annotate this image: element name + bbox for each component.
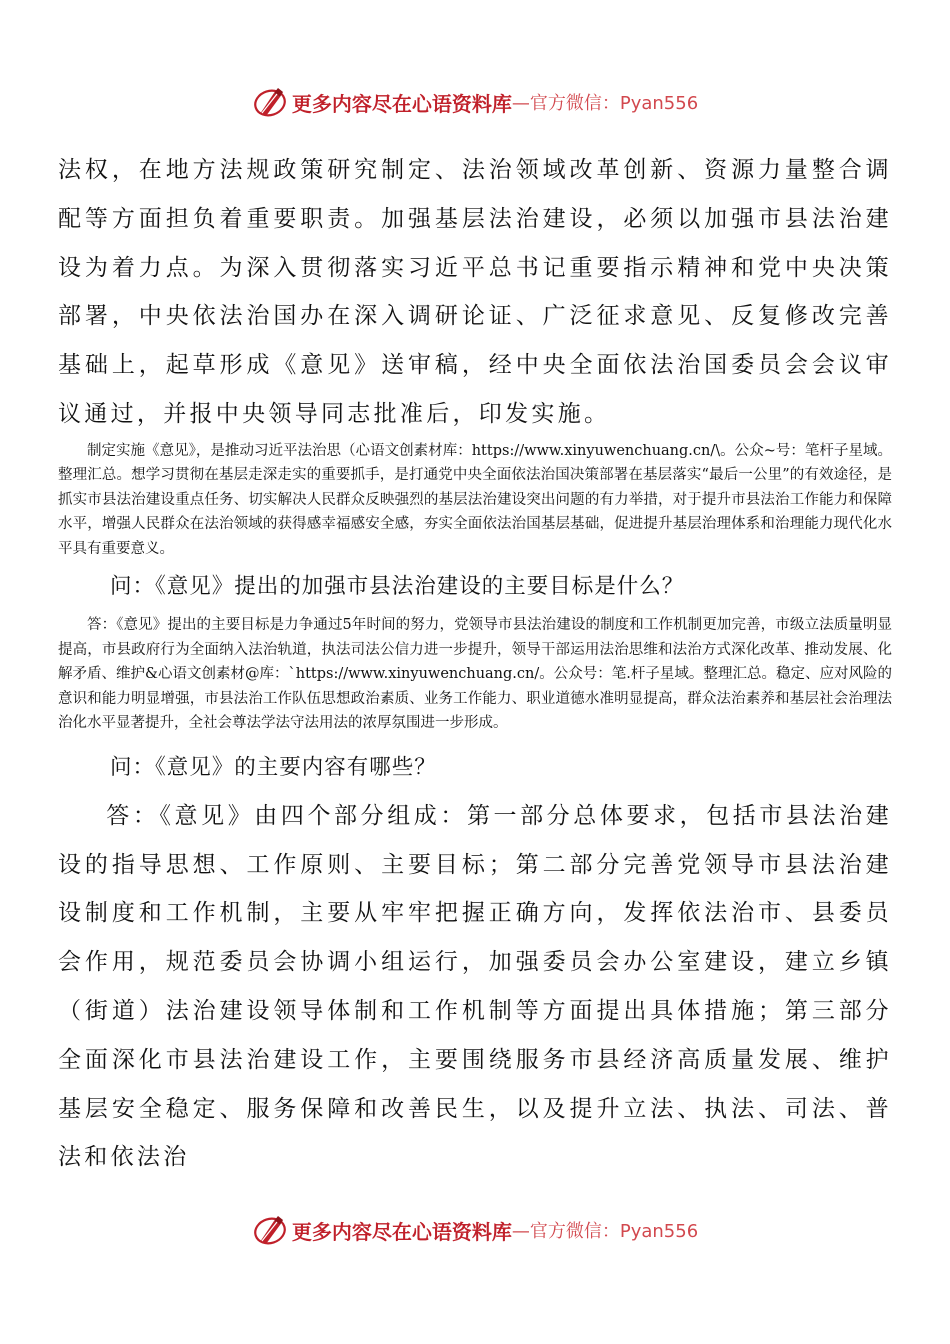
pen-nib-icon bbox=[252, 84, 288, 120]
question-main-content: 问：《意见》的主要内容有哪些？ bbox=[110, 754, 437, 780]
banner-main-text: 更多内容尽在心语资料库 bbox=[291, 91, 512, 116]
footer-watermark-banner bbox=[0, 1210, 950, 1250]
banner-main-text: 更多内容尽在心语资料库 bbox=[291, 1219, 512, 1244]
paragraph-significance: 制定实施《意见》，是推动习近平法治思（心语文创素材库：https://www.xinyuwenchuang.cn/\。公众~号：笔杆子星域。整理汇总。想学习贯彻在基层走深走实的重要抓手，是打通党中央全面依法治国决策部署在基层落实“最后一公里”的有效途径，是抓实市县法治建设重点任务、切实解决人民群众反映强烈的基层法治建设突出问题的有力举措，对于提升市县法治工作能力和保障水平，增强人民群众在法治领域的获得感幸福感安全感，夯实全面依法治国基层基础，促进提升基层治理体系和治理能力现代化水平具有重要意义。 bbox=[58, 442, 892, 557]
answer-main-content: 答：《意见》由四个部分组成：第一部分总体要求，包括市县法治建设的指导思想、工作原则、主要目标；第二部分完善党领导市县法治建设制度和工作机制，主要从牢牢把握正确方向，发挥依法治市、县委员会作用，规范委员会协调小组运行，加强委员会办公室建设，建立乡镇（街道）法治建设领导体制和工作机制等方面提出具体措施；第三部分全面深化市县法治建设工作，主要围绕服务市县经济高质量发展、维护基层安全稳定、服务保障和改善民生，以及提升立法、执法、司法、普法和依法治 bbox=[58, 802, 892, 1171]
banner-sub-text: —官方微信：Pyan556 bbox=[511, 1221, 699, 1242]
header-watermark-banner bbox=[0, 82, 950, 122]
answer-main-goals: 答：《意见》提出的主要目标是力争通过5年时间的努力，党领导市县法治建设的制度和工作机制更加完善，市级立法质量明显提高，市县政府行为全面纳入法治轨道，执法司法公信力进一步提升，领导干部运用法治思维和法治方式深化改革、推动发展、化解矛盾、维护&心语文创素材@库：`https://www.xinyuwenchuang.cn/。公众号：笔.杆子星域。整理汇总。稳定、应对风险的意识和能力明显增强，市县法治工作队伍思想政治素质、业务工作能力、职业道德水准明显提高，群众法治素养和基层社会治理法治化水平显著提升，全社会尊法学法守法用法的浓厚氛围进一步形成。 bbox=[58, 617, 892, 732]
question-main-goals: 问：《意见》提出的加强市县法治建设的主要目标是什么？ bbox=[110, 574, 685, 600]
banner-sub-text: —官方微信：Pyan556 bbox=[511, 93, 699, 114]
document-body bbox=[58, 146, 892, 1182]
paragraph-intro-continued: 法权，在地方法规政策研究制定、法治领域改革创新、资源力量整合调配等方面担负着重要职责。加强基层法治建设，必须以加强市县法治建设为着力点。为深入贯彻落实习近平总书记重要指示精神和党中央决策部署，中央依法治国办在深入调研论证、广泛征求意见、反复修改完善基础上，起草形成《意见》送审稿，经中央全面依法治国委员会会议审议通过，并报中央领导同志批准后，印发实施。 bbox=[58, 157, 892, 427]
pen-nib-icon bbox=[252, 1212, 288, 1248]
